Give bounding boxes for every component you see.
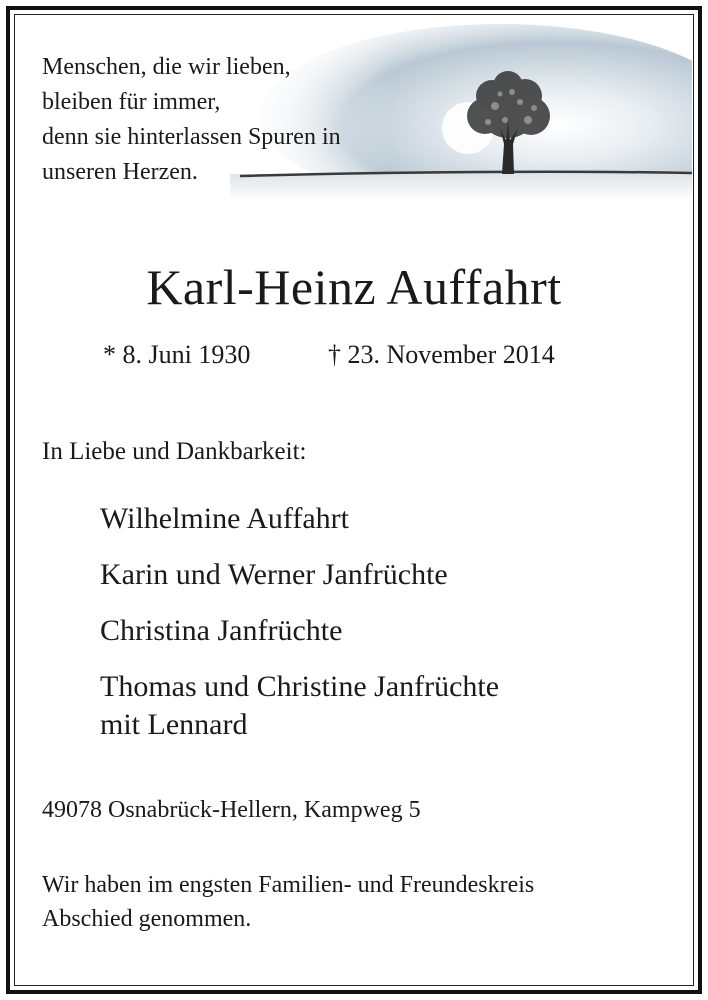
mourner-name: Thomas und Christine Janfrüchte [100,670,500,703]
mourner-name: Karin und Werner Janfrüchte [100,558,448,591]
mourner-suffix: mit Lennard [100,708,248,741]
mourner-name: Wilhelmine Auffahrt [100,502,350,535]
poem-line: Menschen, die wir lieben, [42,54,291,80]
family-address: 49078 Osnabrück-Hellern, Kampweg 5 [42,797,421,823]
birth-date: * 8. Juni 1930 [103,340,251,369]
death-date: † 23. November 2014 [328,340,555,369]
closing-note-line: Wir haben im engsten Familien- und Freundeskreis [42,872,535,898]
deceased-name: Karl-Heinz Auffahrt [146,259,562,315]
thanks-heading: In Liebe und Dankbarkeit: [42,438,307,465]
memorial-poem [42,50,341,190]
poem-line: bleiben für immer, [42,89,221,115]
poem-line: denn sie hinterlassen Spuren in [42,124,341,150]
mourner-entry [100,668,499,744]
mourner-list [100,500,499,762]
closing-note [42,868,682,936]
closing-note-line: Abschied genommen. [42,906,252,932]
mourner-name: Christina Janfrüchte [100,614,343,647]
poem-line: unseren Herzen. [42,159,198,185]
